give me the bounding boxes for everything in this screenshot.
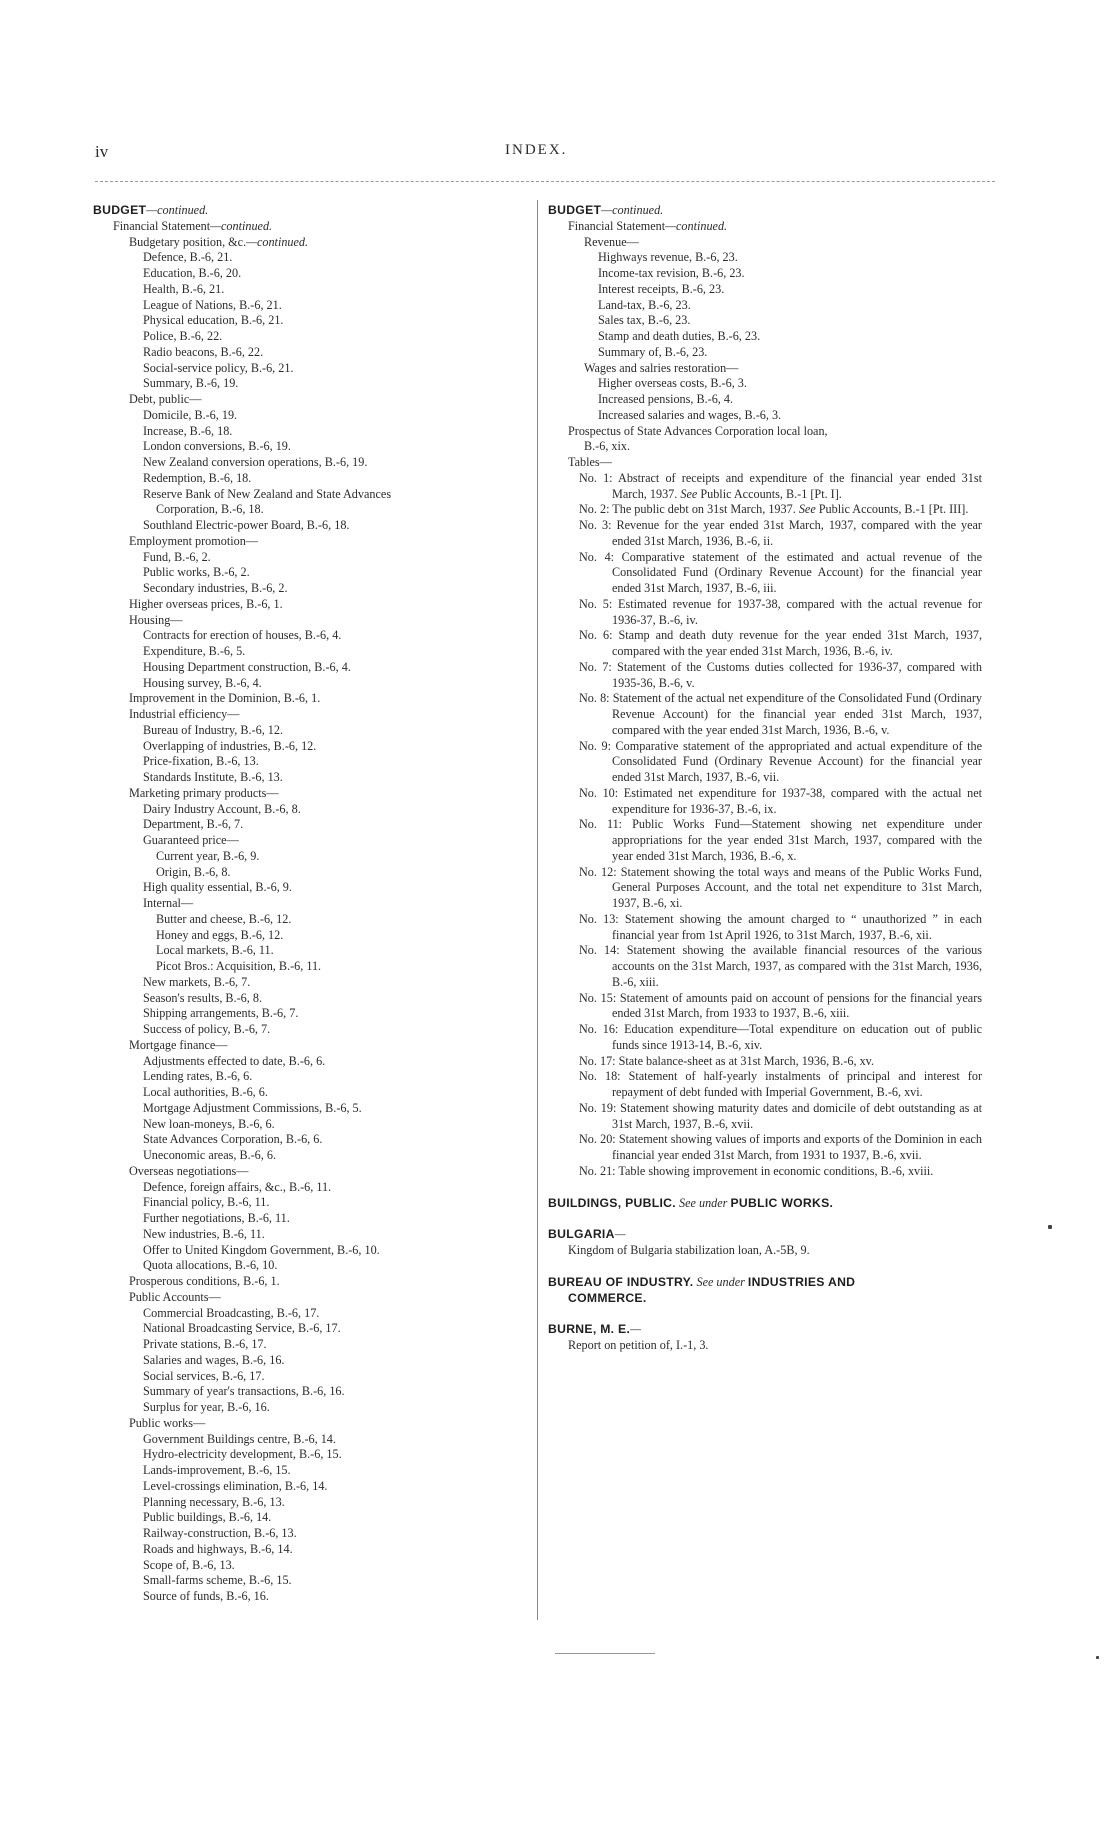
index-entry [93, 1526, 533, 1542]
index-entry [93, 660, 533, 676]
index-entry [548, 361, 982, 377]
entry-text: Income-tax revision, B.-6, 23. [598, 266, 745, 280]
entry-text: Reserve Bank of New Zealand and State Advances [143, 486, 392, 501]
column-divider [537, 200, 538, 1620]
index-entry [548, 235, 982, 251]
entry-text: Department, B.-6, 7. [143, 817, 244, 832]
continued-note: —continued. [665, 218, 728, 233]
entry-text: Railway-construction, B.-6, 13. [143, 1526, 297, 1540]
entry-text: New Zealand conversion operations, B.-6, 19. [143, 455, 368, 469]
index-entry [93, 1510, 533, 1526]
entry-text: Surplus for year, B.-6, 16. [143, 1400, 270, 1414]
entry-spacer [548, 1180, 982, 1196]
index-entry [548, 376, 982, 392]
entry-text: Corporation, B.-6, 18. [156, 502, 264, 517]
entry-text: Summary of, B.-6, 23. [598, 344, 708, 359]
index-entry [93, 1258, 533, 1274]
entry-text: Public works— [129, 1415, 206, 1430]
entry-text: No. 13: Statement showing the amount charged to “ unauthorized ” in each financial year from 1st April 1926, to 31st March, 1937, B.-6, xii. [579, 911, 982, 942]
entry-text: Revenue— [584, 234, 639, 249]
continued-note: —continued. [246, 234, 309, 249]
entry-text: Financial policy, B.-6, 11. [143, 1195, 270, 1210]
entry-spacer [548, 1306, 982, 1322]
entry-text: Education, B.-6, 20. [143, 266, 242, 280]
right-column [548, 203, 982, 1354]
index-entry [93, 345, 533, 361]
entry-text: Secondary industries, B.-6, 2. [143, 581, 288, 595]
table-entry [548, 865, 982, 912]
entry-text: New loan-moneys, B.-6, 6. [143, 1116, 275, 1131]
footer-rule [555, 1653, 655, 1654]
index-entry [93, 865, 533, 881]
entry-text: Public works, B.-6, 2. [143, 565, 250, 580]
entry-text: Adjustments effected to date, B.-6, 6. [143, 1053, 326, 1068]
index-entry [93, 928, 533, 944]
entry-text: Industrial efficiency— [129, 707, 240, 721]
index-entry [93, 802, 533, 818]
heading-text: COMMERCE. [568, 1290, 647, 1305]
entry-text: Further negotiations, B.-6, 11. [143, 1211, 290, 1225]
table-entry [548, 1054, 982, 1070]
index-entry [93, 361, 533, 377]
heading-text: BUILDINGS, PUBLIC. [548, 1195, 676, 1210]
entry-text: Social-service policy, B.-6, 21. [143, 360, 294, 375]
index-entry [93, 1589, 533, 1605]
index-entry [548, 250, 982, 266]
entry-text: Report on petition of, I.-1, 3. [568, 1338, 709, 1352]
heading-text: BUREAU OF INDUSTRY. [548, 1274, 694, 1289]
entry-text: Social services, B.-6, 17. [143, 1368, 265, 1383]
table-entry [548, 1069, 982, 1101]
index-entry [93, 1022, 533, 1038]
entry-text: Increased pensions, B.-6, 4. [598, 392, 734, 406]
index-entry [548, 298, 982, 314]
index-entry [93, 1353, 533, 1369]
entry-text: No. 11: Public Works Fund—Statement showing net expenditure under appropriations for the year ended 31st March, 1937, compared with the year ended 31st March, 1936, B.-6, x. [579, 817, 982, 863]
entry-text: Success of policy, B.-6, 7. [143, 1022, 271, 1036]
heading-text: BUDGET [93, 203, 147, 217]
page-title: INDEX. [505, 142, 568, 158]
entry-text: Mortgage Adjustment Commissions, B.-6, 5. [143, 1100, 362, 1115]
index-entry [93, 613, 533, 629]
index-entry [548, 219, 982, 235]
entry-text: State Advances Corporation, B.-6, 6. [143, 1132, 323, 1147]
index-entry [93, 1227, 533, 1243]
entry-text: Redemption, B.-6, 18. [143, 470, 252, 485]
entry-text: Highways revenue, B.-6, 23. [598, 250, 738, 265]
table-entry [548, 502, 982, 518]
index-entry [93, 1337, 533, 1353]
index-entry [93, 565, 533, 581]
table-entry [548, 912, 982, 944]
index-heading [548, 1275, 982, 1291]
entry-text: Wages and salries restoration— [584, 360, 739, 375]
entry-text: Salaries and wages, B.-6, 16. [143, 1352, 285, 1367]
entry-text: Origin, B.-6, 8. [156, 864, 231, 879]
entry-text: Interest receipts, B.-6, 23. [598, 281, 725, 296]
table-entry [548, 739, 982, 786]
index-heading [548, 1196, 982, 1212]
entry-text: Public Accounts, B.-1 [Pt. I]. [697, 486, 842, 501]
index-entry [548, 1243, 982, 1259]
table-entry [548, 518, 982, 550]
entry-text: No. 12: Statement showing the total ways and means of the Public Works Fund, General Purposes Account, and the total net expenditure to 31st March, 1937, B.-6, xi. [579, 864, 982, 910]
index-entry [548, 266, 982, 282]
index-entry [93, 739, 533, 755]
entry-text: Overlapping of industries, B.-6, 12. [143, 738, 317, 753]
continued-note: —continued. [210, 218, 273, 233]
entry-text: Domicile, B.-6, 19. [143, 407, 238, 422]
index-entry [93, 1164, 533, 1180]
entry-text: Expenditure, B.-6, 5. [143, 644, 246, 658]
index-entry [93, 707, 533, 723]
entry-text: Season's results, B.-6, 8. [143, 990, 262, 1005]
entry-text: No. 15: Statement of amounts paid on account of pensions for the financial years ended 31st March, from 1933 to 1937, B.-6, xiii. [579, 990, 982, 1021]
index-entry [93, 1195, 533, 1211]
entry-text: B.-6, xix. [584, 439, 631, 454]
index-entry [93, 376, 533, 392]
entry-text: Butter and cheese, B.-6, 12. [156, 911, 292, 926]
entry-text: Southland Electric-power Board, B.-6, 18. [143, 518, 350, 532]
index-heading [548, 203, 982, 219]
index-entry [93, 786, 533, 802]
entry-text: No. 7: Statement of the Customs duties collected for 1936-37, compared with 1935-36, B.-6, v. [579, 659, 982, 690]
index-entry [93, 1321, 533, 1337]
page-number: iv [95, 142, 109, 161]
entry-text: Fund, B.-6, 2. [143, 549, 211, 564]
index-entry [548, 329, 982, 345]
index-entry [93, 1054, 533, 1070]
entry-text: No. 16: Education expenditure—Total expenditure on education out of public funds since 1913-14, B.-6, xiv. [579, 1022, 982, 1052]
entry-text: Defence, foreign affairs, &c., B.-6, 11. [143, 1179, 332, 1194]
table-entry [548, 471, 982, 503]
entry-text: Uneconomic areas, B.-6, 6. [143, 1148, 277, 1162]
index-entry [93, 628, 533, 644]
index-entry [93, 1384, 533, 1400]
entry-text: Government Buildings centre, B.-6, 14. [143, 1431, 336, 1446]
index-entry [93, 266, 533, 282]
index-entry [93, 1243, 533, 1259]
index-entry [93, 1132, 533, 1148]
index-entry [93, 502, 533, 518]
entry-text: Scope of, B.-6, 13. [143, 1557, 235, 1572]
entry-text: Improvement in the Dominion, B.-6, 1. [129, 691, 321, 706]
table-entry [548, 786, 982, 818]
entry-spacer [548, 1211, 982, 1227]
entry-text: No. 18: Statement of half-yearly instalments of principal and interest for repayment of debt funded with Imperial Government, B.-6, xvi. [579, 1069, 982, 1099]
entry-text: Small-farms scheme, B.-6, 15. [143, 1573, 292, 1588]
entry-text: Radio beacons, B.-6, 22. [143, 344, 264, 359]
index-entry [93, 849, 533, 865]
entry-text: No. 20: Statement showing values of imports and exports of the Dominion in each financial year ended 31st March, from 1931 to 1937, B.-6, xvii. [579, 1132, 982, 1162]
index-entry [93, 1463, 533, 1479]
continued-note: — [614, 1227, 626, 1242]
index-entry [93, 219, 533, 235]
entry-text: Defence, B.-6, 21. [143, 250, 233, 265]
entry-text: No. 1: Abstract of receipts and expenditure of the financial year ended 31st March, 1937. [579, 470, 982, 501]
table-entry [548, 1022, 982, 1054]
entry-text: No. 21: Table showing improvement in economic conditions, B.-6, xviii. [579, 1163, 934, 1178]
entry-text: Level-crossings elimination, B.-6, 14. [143, 1478, 328, 1493]
index-heading [93, 203, 533, 219]
entry-text: Honey and eggs, B.-6, 12. [156, 927, 284, 942]
entry-text: Summary, B.-6, 19. [143, 376, 239, 391]
entry-text: Financial Statement [568, 218, 666, 233]
index-entry [93, 1306, 533, 1322]
entry-text: Higher overseas prices, B.-6, 1. [129, 596, 283, 611]
entry-text: Prosperous conditions, B.-6, 1. [129, 1274, 280, 1288]
entry-text: High quality essential, B.-6, 9. [143, 880, 292, 895]
table-entry [548, 1132, 982, 1164]
heading-text: BULGARIA [548, 1227, 615, 1242]
continued-note: — [630, 1322, 641, 1337]
entry-text: Internal— [143, 896, 194, 910]
entry-text: Prospectus of State Advances Corporation local loan, [568, 423, 828, 438]
index-entry [93, 581, 533, 597]
index-entry [93, 329, 533, 345]
index-entry [93, 1006, 533, 1022]
entry-text: Dairy Industry Account, B.-6, 8. [143, 801, 301, 816]
index-heading [548, 1291, 982, 1307]
entry-text: Financial Statement [113, 218, 211, 233]
index-entry [93, 1400, 533, 1416]
entry-text: Contracts for erection of houses, B.-6, 4. [143, 628, 342, 643]
index-entry [548, 345, 982, 361]
entry-text: Mortgage finance— [129, 1037, 228, 1052]
index-entry [548, 1338, 982, 1354]
index-entry [93, 282, 533, 298]
entry-text: Higher overseas costs, B.-6, 3. [598, 376, 747, 391]
table-entry [548, 1101, 982, 1133]
index-entry [93, 439, 533, 455]
entry-text: Private stations, B.-6, 17. [143, 1337, 267, 1351]
index-entry [93, 1069, 533, 1085]
index-entry [93, 235, 533, 251]
see-reference: See [680, 486, 698, 501]
entry-text: No. 3: Revenue for the year ended 31st March, 1937, compared with the year ended 31st March, 1936, B.-6, ii. [579, 518, 982, 548]
index-entry [93, 1479, 533, 1495]
index-entry [93, 313, 533, 329]
entry-text: Kingdom of Bulgaria stabilization loan, A.-5B, 9. [568, 1243, 810, 1257]
index-heading [548, 1227, 982, 1243]
entry-text: Increased salaries and wages, B.-6, 3. [598, 407, 782, 422]
index-entry [93, 691, 533, 707]
see-reference: See under [696, 1274, 745, 1289]
index-entry [93, 1211, 533, 1227]
index-entry [93, 1416, 533, 1432]
entry-text: Shipping arrangements, B.-6, 7. [143, 1006, 299, 1021]
entry-text: Health, B.-6, 21. [143, 281, 225, 296]
entry-text: Public buildings, B.-6, 14. [143, 1510, 272, 1525]
index-entry [548, 439, 982, 455]
index-entry [93, 1148, 533, 1164]
entry-text: Police, B.-6, 22. [143, 329, 223, 343]
entry-text: Source of funds, B.-6, 16. [143, 1589, 269, 1603]
index-entry [93, 1180, 533, 1196]
index-entry [548, 455, 982, 471]
entry-spacer [548, 1259, 982, 1275]
entry-text: League of Nations, B.-6, 21. [143, 297, 282, 312]
entry-text: No. 19: Statement showing maturity dates and domicile of debt outstanding as at 31st March, 1937, B.-6, xvii. [579, 1100, 982, 1131]
index-entry [93, 880, 533, 896]
heading-text: BUDGET [548, 203, 602, 217]
entry-text: Public Accounts— [129, 1289, 221, 1304]
entry-text: Planning necessary, B.-6, 13. [143, 1494, 285, 1509]
entry-text: No. 2: The public debt on 31st March, 1937. [579, 502, 799, 517]
entry-text: Stamp and death duties, B.-6, 23. [598, 329, 761, 343]
index-entry [93, 943, 533, 959]
index-heading [548, 1322, 982, 1338]
entry-text: New markets, B.-6, 7. [143, 974, 251, 989]
index-entry [93, 455, 533, 471]
entry-text: Housing— [129, 612, 183, 627]
entry-text: Budgetary position, &c. [129, 234, 247, 249]
left-column [93, 203, 533, 1605]
index-entry [93, 424, 533, 440]
entry-text: Lands-improvement, B.-6, 15. [143, 1463, 291, 1477]
index-entry [93, 471, 533, 487]
entry-text: Physical education, B.-6, 21. [143, 313, 284, 328]
index-entry [93, 550, 533, 566]
index-entry [93, 723, 533, 739]
table-entry [548, 1164, 982, 1180]
index-entry [93, 991, 533, 1007]
entry-text: Bureau of Industry, B.-6, 12. [143, 722, 284, 737]
entry-text: Summary of year's transactions, B.-6, 16. [143, 1384, 345, 1399]
index-entry [93, 518, 533, 534]
index-entry [548, 424, 982, 440]
table-entry [548, 943, 982, 990]
table-entry [548, 660, 982, 692]
entry-text: No. 9: Comparative statement of the appropriated and actual expenditure of the Consolidated Fund (Ordinary Revenue Account) for the financial year ended 31st March, 1937, B.-6, vii. [579, 738, 982, 784]
entry-text: National Broadcasting Service, B.-6, 17. [143, 1321, 341, 1336]
table-entry [548, 550, 982, 597]
entry-text: No. 17: State balance-sheet as at 31st March, 1936, B.-6, xv. [579, 1053, 875, 1068]
index-entry [93, 1290, 533, 1306]
heading-text: BURNE, M. E. [548, 1322, 631, 1337]
entry-text: Land-tax, B.-6, 23. [598, 297, 691, 312]
index-entry [93, 975, 533, 991]
table-entry [548, 817, 982, 864]
entry-text: Guaranteed price— [143, 833, 239, 847]
entry-text: London conversions, B.-6, 19. [143, 439, 291, 454]
index-entry [93, 754, 533, 770]
index-entry [93, 1447, 533, 1463]
entry-text: Local authorities, B.-6, 6. [143, 1085, 268, 1099]
index-entry [548, 392, 982, 408]
continued-note: —continued. [601, 203, 664, 217]
entry-text: Housing survey, B.-6, 4. [143, 675, 262, 690]
index-entry [93, 597, 533, 613]
entry-text: Roads and highways, B.-6, 14. [143, 1541, 293, 1556]
table-entry [548, 691, 982, 738]
index-entry [93, 1369, 533, 1385]
entry-text: Lending rates, B.-6, 6. [143, 1069, 253, 1084]
index-entry [93, 1101, 533, 1117]
entry-text: Sales tax, B.-6, 23. [598, 313, 691, 328]
index-entry [93, 1085, 533, 1101]
entry-text: New industries, B.-6, 11. [143, 1226, 265, 1241]
entry-text: Standards Institute, B.-6, 13. [143, 770, 283, 784]
see-reference: See [798, 502, 816, 517]
index-entry [93, 676, 533, 692]
entry-text: Debt, public— [129, 392, 202, 406]
entry-text: No. 14: Statement showing the available financial resources of the various accounts on the 31st March, 1937, as compared with the 31st March, 1936, B.-6, xiii. [579, 943, 982, 989]
entry-text: Hydro-electricity development, B.-6, 15. [143, 1447, 342, 1462]
index-entry [93, 534, 533, 550]
see-reference: See under [679, 1195, 728, 1210]
index-entry [93, 1542, 533, 1558]
index-entry [93, 1274, 533, 1290]
entry-text: Current year, B.-6, 9. [156, 848, 260, 863]
index-entry [548, 313, 982, 329]
entry-text: Public Accounts, B.-1 [Pt. III]. [815, 502, 969, 517]
entry-text: No. 5: Estimated revenue for 1937-38, compared with the actual revenue for 1936-37, B.-6, iv. [579, 596, 982, 627]
entry-text: Housing Department construction, B.-6, 4. [143, 659, 351, 674]
header-rule [95, 181, 995, 182]
entry-text: Local markets, B.-6, 11. [156, 943, 274, 958]
index-entry [93, 392, 533, 408]
index-entry [93, 644, 533, 660]
entry-text: No. 8: Statement of the actual net expenditure of the Consolidated Fund (Ordinary Revenue Account) for the financial year ended 31st March, 1937, compared with the year ended 31st March, 1936, B.-6, v. [579, 691, 982, 737]
index-entry [93, 1558, 533, 1574]
table-entry [548, 628, 982, 660]
index-entry [93, 1038, 533, 1054]
index-entry [548, 408, 982, 424]
table-entry [548, 991, 982, 1023]
index-entry [93, 250, 533, 266]
entry-text: Picot Bros.: Acquisition, B.-6, 11. [156, 959, 322, 973]
entry-text: Tables— [568, 455, 612, 469]
index-entry [93, 487, 533, 503]
entry-text: Overseas negotiations— [129, 1163, 249, 1178]
entry-text: Price-fixation, B.-6, 13. [143, 754, 259, 769]
margin-mark [1096, 1656, 1099, 1659]
cross-reference-heading: INDUSTRIES AND [747, 1274, 856, 1289]
index-entry [93, 896, 533, 912]
entry-text: Commercial Broadcasting, B.-6, 17. [143, 1305, 320, 1320]
entry-text: Employment promotion— [129, 533, 258, 548]
continued-note: —continued. [146, 203, 209, 217]
entry-text: Quota allocations, B.-6, 10. [143, 1258, 278, 1273]
table-entry [548, 597, 982, 629]
index-entry [93, 833, 533, 849]
index-entry [93, 298, 533, 314]
entry-text: No. 6: Stamp and death duty revenue for the year ended 31st March, 1937, compared with the year ended 31st March, 1936, B.-6, iv. [579, 628, 982, 658]
index-entry [93, 912, 533, 928]
margin-mark [1048, 1225, 1052, 1229]
entry-text: Marketing primary products— [129, 785, 279, 800]
index-entry [548, 282, 982, 298]
index-entry [93, 770, 533, 786]
index-entry [93, 1573, 533, 1589]
entry-text: Increase, B.-6, 18. [143, 423, 233, 438]
entry-text: No. 10: Estimated net expenditure for 1937-38, compared with the actual net expenditure for 1936-37, B.-6, ix. [579, 785, 982, 816]
index-entry [93, 959, 533, 975]
cross-reference-heading: PUBLIC WORKS. [730, 1195, 834, 1210]
entry-text: Offer to United Kingdom Government, B.-6, 10. [143, 1242, 380, 1257]
index-entry [93, 1117, 533, 1133]
index-entry [93, 1495, 533, 1511]
index-entry [93, 1432, 533, 1448]
page-header [95, 142, 995, 166]
entry-text: No. 4: Comparative statement of the estimated and actual revenue of the Consolidated Fund (Ordinary Revenue Account) for the financial year ended 31st March, 1937, B.-6, iii. [579, 549, 982, 595]
index-entry [93, 817, 533, 833]
index-entry [93, 408, 533, 424]
